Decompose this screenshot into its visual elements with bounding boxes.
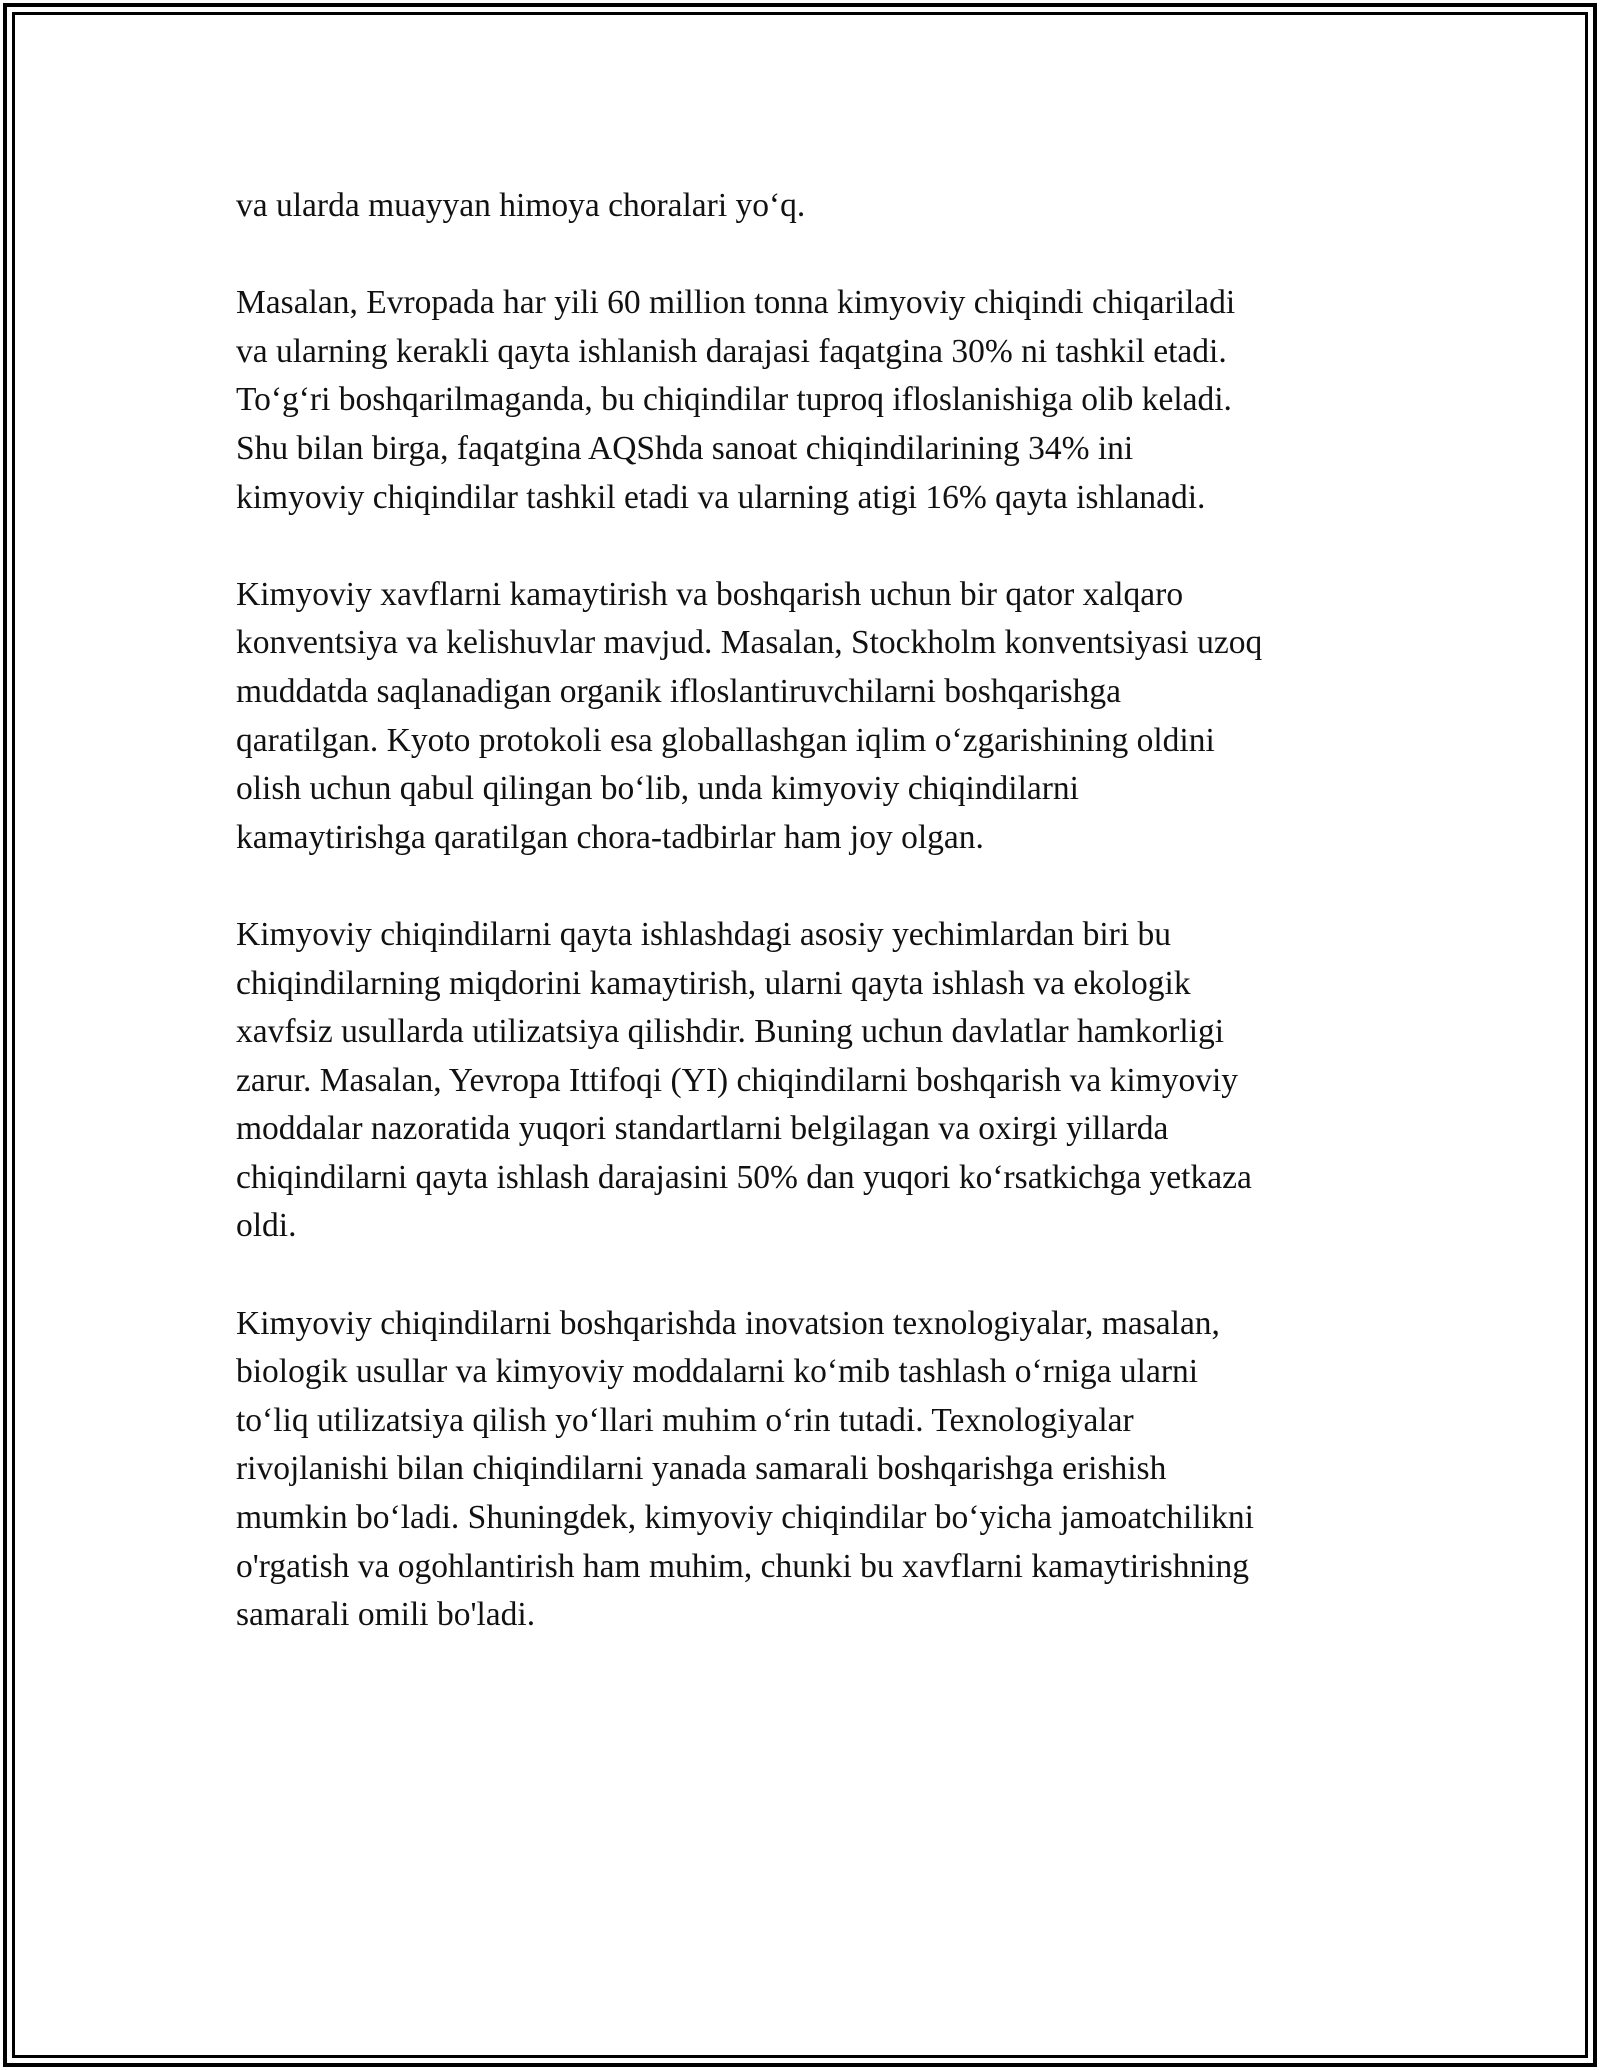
paragraph-2: Masalan, Evropada har yili 60 million tonna kimyoviy chiqindi chiqariladi va ularning kerakli qayta ishlanish darajasi faqatgina 30% ni tashkil etadi. Toʻgʻri boshqarilmaganda, bu chiqindilar tuproq ifloslanishiga olib keladi. Shu bilan birga, faqatgina AQShda sanoat chiqindilarining 34% ini kimyoviy chiqindilar tashkil etadi va ularning atigi 16% qayta ishlanadi.	[236, 284, 1236, 516]
document-body	[236, 182, 1371, 1640]
paragraph-3: Kimyoviy xavflarni kamaytirish va boshqarish uchun bir qator xalqaro konventsiya va kelishuvlar mavjud. Masalan, Stockholm konventsiyasi uzoq muddatda saqlanadigan organik ifloslantiruvchilarni boshqarishga qaratilgan. Kyoto protokoli esa globallashgan iqlim oʻzgarishining oldini olish uchun qabul qilingan boʻlib, unda kimyoviy chiqindilarni kamaytirishga qaratilgan chora-tadbirlar ham joy olgan.	[236, 575, 1263, 856]
paragraph-4: Kimyoviy chiqindilarni qayta ishlashdagi asosiy yechimlardan biri bu chiqindilarning miqdorini kamaytirish, ularni qayta ishlash va ekologik xavfsiz usullarda utilizatsiya qilishdir. Buning uchun davlatlar hamkorligi zarur. Masalan, Yevropa Ittifoqi (YI) chiqindilarni boshqarish va kimyoviy moddalar nazoratida yuqori standartlarni belgilagan va oxirgi yillarda chiqindilarni qayta ishlash darajasini 50% dan yuqori koʻrsatkichga yetkaza oldi.	[236, 915, 1252, 1245]
paragraph-5: Kimyoviy chiqindilarni boshqarishda inovatsion texnologiyalar, masalan, biologik usullar va kimyoviy moddalarni koʻmib tashlash oʻrniga ularni toʻliq utilizatsiya qilish yoʻllari muhim oʻrin tutadi. Texnologiyalar rivojlanishi bilan chiqindilarni yanada samarali boshqarishga erishish mumkin boʻladi. Shuningdek, kimyoviy chiqindilar boʻyicha jamoatchilikni o'rgatish va ogohlantirish ham muhim, chunki bu xavflarni kamaytirishning samarali omili bo'ladi.	[236, 1304, 1254, 1634]
paragraph-1: va ularda muayyan himoya choralari yoʻq.	[236, 187, 806, 224]
